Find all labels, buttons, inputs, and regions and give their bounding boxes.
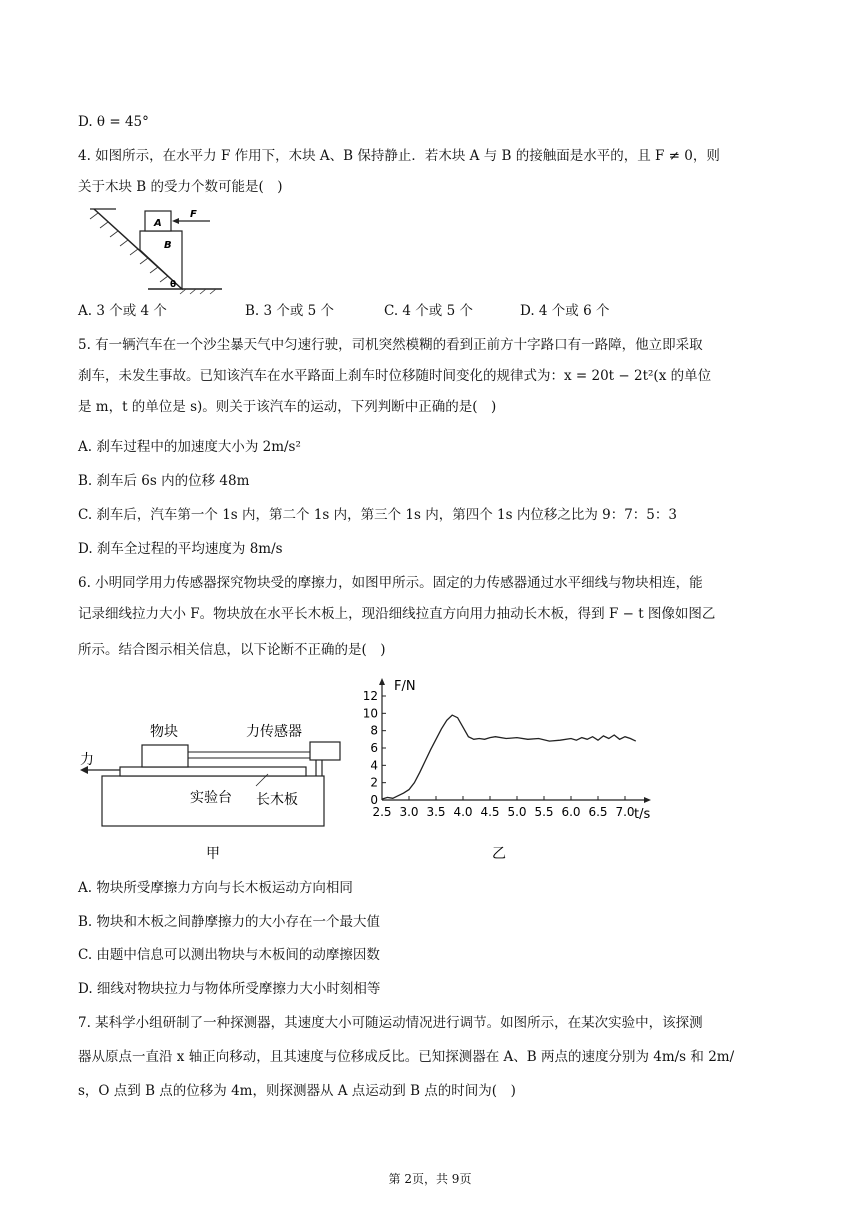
theta-label: θ: [170, 280, 177, 290]
q6-option-b: B. 物块和木板之间静摩擦力的大小存在一个最大值: [78, 914, 381, 930]
y-tick-label: 6: [370, 741, 378, 755]
x-tick-label: 4.5: [480, 805, 500, 819]
force-label: F: [190, 209, 197, 220]
q5-stem-line3: 是 m，t 的单位是 s)。则关于该汽车的运动，下列判断中正确的是( ): [78, 399, 497, 415]
y-tick-label: 12: [362, 689, 378, 703]
y-tick-label: 10: [362, 706, 378, 721]
caption-jia: 甲: [206, 846, 220, 862]
y-tick-label: 8: [370, 723, 378, 738]
q5-option-d: D. 刹车全过程的平均速度为 8m/s: [78, 541, 283, 557]
q6-option-a: A. 物块所受摩擦力方向与长木板运动方向相同: [78, 880, 353, 896]
q4-option-c: C. 4 个或 5 个: [384, 303, 473, 319]
q6-option-c: C. 由题中信息可以测出物块与木板间的动摩擦因数: [78, 947, 380, 963]
long-board: [120, 767, 306, 776]
block-a-label: A: [154, 218, 162, 229]
q4-stem-line1: 4. 如图所示，在水平力 F 作用下，木块 A、B 保持静止．若木块 A 与 B 的接触面是水平的，且 F ≠ 0，则: [78, 148, 720, 164]
x-tick-label: 6.5: [588, 805, 608, 819]
force-label: 力: [80, 752, 94, 768]
q6-ft-chart: [352, 676, 672, 862]
y-axis-label: F/N: [394, 679, 416, 694]
caption-yi: 乙: [492, 846, 506, 862]
q7-stem-line1: 7. 某科学小组研制了一种探测器，其速度大小可随运动情况进行调节。如图所示，在某次实验中，该探测: [78, 1015, 703, 1031]
x-tick-label: 3.5: [426, 805, 446, 819]
force-sensor: [310, 742, 340, 760]
y-tick-label: 2: [370, 775, 378, 790]
sensor-label: 力传感器: [246, 724, 302, 740]
board-label: 长木板: [256, 792, 298, 808]
q6-stem-line2: 记录细线拉力大小 F。物块放在水平长木板上，现沿细线拉直方向用力抽动长木板，得到 F − t 图像如图乙: [78, 606, 716, 622]
q4-incline-figure: [88, 203, 224, 295]
q6-option-d: D. 细线对物块拉力与物体所受摩擦力大小时刻相等: [78, 981, 381, 997]
x-tick-label: 5.5: [534, 805, 554, 819]
q4-option-a: A. 3 个或 4 个: [78, 303, 167, 319]
block-label: 物块: [150, 724, 178, 740]
x-tick-label: 6.0: [561, 805, 581, 819]
x-tick-label: 3.0: [399, 805, 419, 819]
q6-stem-line1: 6. 小明同学用力传感器探究物块受的摩擦力，如图甲所示。固定的力传感器通过水平细线与物块相连，能: [78, 575, 703, 591]
block-b-label: B: [164, 240, 172, 251]
q4-stem-line2: 关于木块 B 的受力个数可能是( ): [78, 179, 283, 195]
x-tick-label: 5.0: [507, 805, 527, 819]
table-label: 实验台: [190, 790, 232, 806]
q3-option-d: D. θ = 45°: [78, 114, 149, 130]
q6-stem-line3: 所示。结合图示相关信息，以下论断不正确的是( ): [78, 642, 386, 658]
x-axis-arrow: [644, 797, 651, 803]
q7-stem-line2: 器从原点一直沿 x 轴正向移动，且其速度与位移成反比。已知探测器在 A、B 两点的速度分别为 4m/s 和 2m/: [78, 1049, 735, 1065]
x-tick-label: 7.0: [615, 805, 635, 819]
q5-stem-line1: 5. 有一辆汽车在一个沙尘暴天气中匀速行驶，司机突然模糊的看到正前方十字路口有一路障，他立即采取: [78, 337, 703, 353]
q5-option-c: C. 刹车后，汽车第一个 1s 内，第二个 1s 内，第三个 1s 内，第四个 1s 内位移之比为 9：7：5：3: [78, 507, 677, 523]
page-footer: 第 2页，共 9页: [388, 1172, 472, 1186]
q5-stem-line2: 刹车，未发生事故。已知该汽车在水平路面上刹车时位移随时间变化的规律式为：x = 20t − 2t²(x 的单位: [78, 368, 712, 384]
q7-stem-line3: s，O 点到 B 点的位移为 4m，则探测器从 A 点运动到 B 点的时间为( ): [78, 1083, 516, 1099]
q4-option-d: D. 4 个或 6 个: [520, 303, 610, 319]
q5-option-b: B. 刹车后 6s 内的位移 48m: [78, 473, 250, 489]
x-axis-label: t/s: [634, 807, 651, 822]
q6-apparatus-figure: [78, 712, 348, 862]
x-tick-label: 2.5: [372, 805, 392, 819]
q5-option-a: A. 刹车过程中的加速度大小为 2m/s²: [78, 439, 301, 455]
y-tick-label: 0: [370, 793, 378, 807]
y-tick-label: 4: [370, 758, 378, 773]
x-tick-label: 4.0: [453, 805, 473, 819]
ft-curve: [382, 715, 636, 799]
y-axis-arrow: [379, 678, 385, 685]
block: [142, 745, 188, 767]
q4-option-b: B. 3 个或 5 个: [245, 303, 335, 319]
